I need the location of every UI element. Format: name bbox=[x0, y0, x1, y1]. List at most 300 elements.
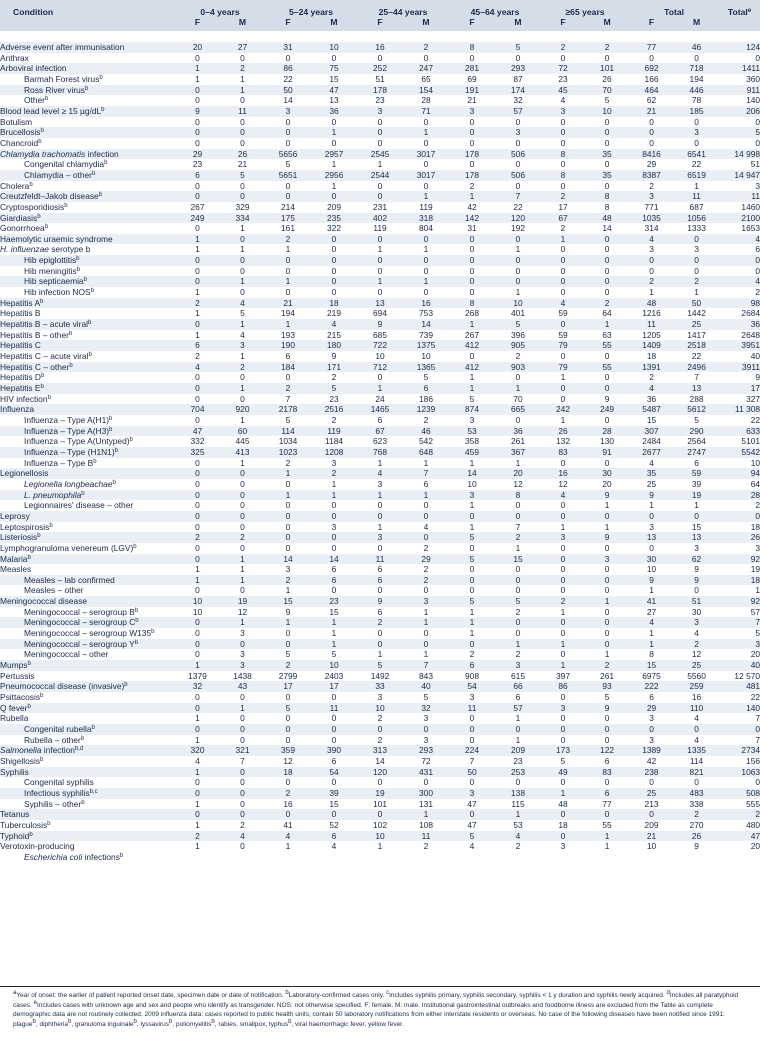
count-cell: 2544 bbox=[357, 170, 403, 181]
condition-label: Influenza – Type A(H1) bbox=[24, 414, 110, 425]
condition-label: Listeriosis bbox=[0, 532, 38, 543]
count-cell: 79 bbox=[541, 362, 585, 373]
count-cell: 0 bbox=[175, 468, 220, 479]
count-cell: 3 bbox=[357, 532, 403, 543]
count-cell: 86 bbox=[265, 63, 311, 74]
count-cell: 397 bbox=[541, 671, 585, 682]
count-cell: 29 bbox=[629, 159, 674, 170]
count-cell: 1 bbox=[674, 500, 719, 511]
footnote-marker: b bbox=[98, 192, 103, 199]
header-gap-cell bbox=[0, 31, 760, 42]
table-row bbox=[0, 681, 760, 692]
count-cell: 0 bbox=[585, 617, 629, 628]
count-cell: 1 bbox=[495, 383, 541, 394]
count-cell: 0 bbox=[357, 500, 403, 511]
count-cell: 3 bbox=[629, 522, 674, 533]
count-cell: 209 bbox=[311, 202, 357, 213]
count-cell: 0 bbox=[449, 266, 495, 277]
total-cell: 28 bbox=[719, 490, 760, 501]
count-cell: 3 bbox=[449, 490, 495, 501]
count-cell: 0 bbox=[220, 394, 265, 405]
count-cell: 57 bbox=[495, 703, 541, 714]
count-cell: 0 bbox=[265, 266, 311, 277]
empty-cell bbox=[674, 852, 719, 863]
count-cell: 1 bbox=[541, 788, 585, 799]
count-cell: 0 bbox=[311, 191, 357, 202]
footnote-marker: b bbox=[68, 330, 73, 337]
condition-label: Barmah Forest virus bbox=[24, 73, 100, 84]
count-cell: 0 bbox=[357, 777, 403, 788]
condition-name bbox=[0, 713, 175, 724]
condition-label: Hepatitis C – acute viral bbox=[0, 351, 89, 362]
table-row bbox=[0, 330, 760, 341]
count-cell: 0 bbox=[220, 372, 265, 383]
empty-cell bbox=[175, 852, 220, 863]
condition-name bbox=[0, 522, 175, 533]
count-cell: 0 bbox=[449, 287, 495, 298]
condition-label: Hepatitis C bbox=[0, 340, 41, 351]
count-cell: 1 bbox=[220, 575, 265, 586]
count-cell: 0 bbox=[449, 713, 495, 724]
condition-name bbox=[0, 809, 175, 820]
condition-name bbox=[0, 255, 175, 266]
count-cell: 2 bbox=[585, 42, 629, 53]
count-cell: 39 bbox=[674, 479, 719, 490]
count-cell: 0 bbox=[403, 724, 449, 735]
count-cell: 6 bbox=[175, 170, 220, 181]
count-cell: 0 bbox=[175, 617, 220, 628]
count-cell: 131 bbox=[403, 799, 449, 810]
count-cell: 1 bbox=[585, 649, 629, 660]
count-cell: 26 bbox=[541, 426, 585, 437]
count-cell: 1 bbox=[311, 159, 357, 170]
count-cell: 9 bbox=[585, 490, 629, 501]
count-cell: 0 bbox=[220, 479, 265, 490]
count-cell: 0 bbox=[175, 394, 220, 405]
table-row bbox=[0, 617, 760, 628]
count-cell: 18 bbox=[265, 767, 311, 778]
total-cell: 2 bbox=[719, 287, 760, 298]
count-cell: 0 bbox=[585, 117, 629, 128]
footnote-marker: b bbox=[87, 320, 92, 327]
count-cell: 313 bbox=[357, 745, 403, 756]
table-row bbox=[0, 649, 760, 660]
count-cell: 1335 bbox=[674, 745, 719, 756]
count-cell: 9 bbox=[585, 703, 629, 714]
condition-label: Hib infection NOS bbox=[24, 287, 91, 298]
count-cell: 0 bbox=[541, 266, 585, 277]
count-cell: 6 bbox=[265, 351, 311, 362]
count-cell: 0 bbox=[220, 511, 265, 522]
count-cell: 10 bbox=[311, 660, 357, 671]
count-cell: 77 bbox=[585, 799, 629, 810]
count-cell: 5 bbox=[265, 415, 311, 426]
total-cell: 1460 bbox=[719, 202, 760, 213]
table-row bbox=[0, 799, 760, 810]
count-cell: 5 bbox=[265, 703, 311, 714]
count-cell: 0 bbox=[311, 234, 357, 245]
condition-label: Leprosy bbox=[0, 510, 30, 521]
count-cell: 0 bbox=[495, 255, 541, 266]
count-cell: 10 bbox=[311, 42, 357, 53]
condition-name bbox=[0, 74, 175, 85]
total-cell: 2 bbox=[719, 809, 760, 820]
count-cell: 0 bbox=[495, 585, 541, 596]
count-cell: 75 bbox=[311, 63, 357, 74]
condition-name bbox=[0, 351, 175, 362]
total-cell: 57 bbox=[719, 607, 760, 618]
count-cell: 120 bbox=[357, 767, 403, 778]
count-cell: 2 bbox=[220, 820, 265, 831]
count-cell: 0 bbox=[175, 628, 220, 639]
count-cell: 0 bbox=[175, 95, 220, 106]
condition-label: Brucellosis bbox=[0, 127, 41, 138]
table-row bbox=[0, 404, 760, 415]
table-row bbox=[0, 340, 760, 351]
count-cell: 4 bbox=[265, 831, 311, 842]
count-cell: 5 bbox=[449, 831, 495, 842]
count-cell: 32 bbox=[403, 703, 449, 714]
footnote-marker: b bbox=[38, 138, 42, 145]
count-cell: 402 bbox=[357, 213, 403, 224]
count-cell: 1 bbox=[585, 596, 629, 607]
count-cell: 1 bbox=[541, 234, 585, 245]
count-cell: 0 bbox=[495, 724, 541, 735]
count-cell: 843 bbox=[403, 671, 449, 682]
table-row bbox=[0, 596, 760, 607]
count-cell: 6 bbox=[357, 564, 403, 575]
count-cell: 1 bbox=[449, 383, 495, 394]
count-cell: 2516 bbox=[311, 404, 357, 415]
count-cell: 739 bbox=[403, 330, 449, 341]
count-cell: 1 bbox=[357, 383, 403, 394]
count-cell: 0 bbox=[220, 53, 265, 64]
count-cell: 0 bbox=[175, 777, 220, 788]
total-cell: 124 bbox=[719, 42, 760, 53]
condition-label: Mumps bbox=[0, 660, 28, 671]
count-cell: 253 bbox=[495, 767, 541, 778]
count-cell: 5 bbox=[449, 532, 495, 543]
count-cell: 1239 bbox=[403, 404, 449, 415]
count-cell: 174 bbox=[495, 85, 541, 96]
empty-cell bbox=[719, 852, 760, 863]
count-cell: 0 bbox=[175, 53, 220, 64]
table-row bbox=[0, 351, 760, 362]
total-cell: 140 bbox=[719, 703, 760, 714]
condition-label: Chlamydia trachomatis bbox=[0, 148, 86, 159]
count-cell: 219 bbox=[311, 308, 357, 319]
count-cell: 1 bbox=[265, 319, 311, 330]
count-cell: 0 bbox=[495, 564, 541, 575]
count-cell: 9 bbox=[629, 575, 674, 586]
count-cell: 2 bbox=[357, 617, 403, 628]
count-cell: 222 bbox=[629, 681, 674, 692]
count-cell: 4 bbox=[357, 468, 403, 479]
count-cell: 20 bbox=[585, 479, 629, 490]
count-cell: 55 bbox=[585, 340, 629, 351]
count-cell: 0 bbox=[311, 511, 357, 522]
count-cell: 1034 bbox=[265, 436, 311, 447]
footnote-marker: b bbox=[29, 181, 33, 188]
table-row bbox=[0, 106, 760, 117]
footnote-e-tail: , granuloma inguinale bbox=[71, 1020, 134, 1028]
count-cell: 506 bbox=[495, 170, 541, 181]
table-row bbox=[0, 415, 760, 426]
condition-name bbox=[0, 671, 175, 682]
count-cell: 0 bbox=[403, 532, 449, 543]
count-cell: 0 bbox=[495, 159, 541, 170]
footnote-d-marker: d bbox=[666, 990, 670, 996]
count-cell: 3 bbox=[265, 564, 311, 575]
count-cell: 15 bbox=[629, 660, 674, 671]
count-cell: 0 bbox=[449, 351, 495, 362]
count-cell: 29 bbox=[175, 149, 220, 160]
count-cell: 6541 bbox=[674, 149, 719, 160]
count-cell: 14 bbox=[357, 756, 403, 767]
footnote-b: Laboratory-confirmed cases only. bbox=[288, 992, 385, 999]
condition-label: Botulism bbox=[0, 116, 33, 127]
count-cell: 3 bbox=[220, 649, 265, 660]
table-row bbox=[0, 532, 760, 543]
condition-name bbox=[0, 799, 175, 810]
table-row bbox=[0, 53, 760, 64]
count-cell: 1208 bbox=[311, 447, 357, 458]
count-cell: 3 bbox=[541, 532, 585, 543]
count-cell: 93 bbox=[585, 681, 629, 692]
count-cell: 4 bbox=[403, 522, 449, 533]
count-cell: 665 bbox=[495, 404, 541, 415]
table-row bbox=[0, 820, 760, 831]
count-cell: 6 bbox=[403, 383, 449, 394]
count-cell: 1 bbox=[449, 617, 495, 628]
count-cell: 1 bbox=[220, 383, 265, 394]
table-row bbox=[0, 223, 760, 234]
total-cell: 6 bbox=[719, 244, 760, 255]
count-cell: 6 bbox=[403, 479, 449, 490]
count-cell: 3 bbox=[311, 458, 357, 469]
count-cell: 70 bbox=[495, 394, 541, 405]
table-row bbox=[0, 117, 760, 128]
count-cell: 23 bbox=[311, 394, 357, 405]
count-cell: 0 bbox=[265, 181, 311, 192]
count-cell: 7 bbox=[403, 468, 449, 479]
count-cell: 17 bbox=[541, 202, 585, 213]
table-row bbox=[0, 244, 760, 255]
count-cell: 4 bbox=[449, 841, 495, 852]
count-cell: 1 bbox=[175, 564, 220, 575]
condition-name bbox=[0, 468, 175, 479]
count-cell: 175 bbox=[265, 213, 311, 224]
count-cell: 307 bbox=[629, 426, 674, 437]
count-cell: 704 bbox=[175, 404, 220, 415]
count-cell: 0 bbox=[175, 266, 220, 277]
count-cell: 0 bbox=[541, 511, 585, 522]
count-cell: 36 bbox=[629, 394, 674, 405]
count-cell: 0 bbox=[541, 831, 585, 842]
count-cell: 46 bbox=[674, 42, 719, 53]
condition-label: Hepatitis A bbox=[0, 297, 41, 308]
count-cell: 22 bbox=[674, 351, 719, 362]
condition-name bbox=[0, 415, 175, 426]
count-cell: 0 bbox=[311, 138, 357, 149]
count-cell: 0 bbox=[585, 372, 629, 383]
count-cell: 62 bbox=[629, 95, 674, 106]
count-cell: 242 bbox=[541, 404, 585, 415]
count-cell: 1035 bbox=[629, 213, 674, 224]
count-cell: 69 bbox=[449, 74, 495, 85]
footnote-marker: b bbox=[151, 629, 155, 636]
count-cell: 31 bbox=[265, 42, 311, 53]
count-cell: 1 bbox=[357, 649, 403, 660]
total-cell: 0 bbox=[719, 255, 760, 266]
footnote-marker: b bbox=[64, 202, 68, 209]
count-cell: 0 bbox=[357, 287, 403, 298]
condition-name bbox=[0, 703, 175, 714]
column-header-age-0-4: 0–4 years bbox=[175, 0, 265, 17]
count-cell: 22 bbox=[265, 74, 311, 85]
count-cell: 120 bbox=[495, 213, 541, 224]
count-cell: 464 bbox=[629, 85, 674, 96]
count-cell: 166 bbox=[629, 74, 674, 85]
count-cell: 3 bbox=[629, 713, 674, 724]
count-cell: 16 bbox=[265, 799, 311, 810]
condition-label: Influenza bbox=[0, 404, 34, 415]
count-cell: 920 bbox=[220, 404, 265, 415]
total-cell: 26 bbox=[719, 532, 760, 543]
count-cell: 1 bbox=[495, 713, 541, 724]
footnote-marker: b bbox=[40, 693, 44, 700]
count-cell: 5 bbox=[265, 159, 311, 170]
condition-name bbox=[0, 649, 175, 660]
condition-label: Congenital chlamydia bbox=[24, 159, 105, 170]
count-cell: 1 bbox=[495, 543, 541, 554]
condition-name bbox=[0, 213, 175, 224]
count-cell: 6 bbox=[311, 831, 357, 842]
total-cell: 2100 bbox=[719, 213, 760, 224]
count-cell: 9 bbox=[175, 106, 220, 117]
count-cell: 0 bbox=[541, 255, 585, 266]
count-cell: 10 bbox=[585, 106, 629, 117]
count-cell: 0 bbox=[449, 244, 495, 255]
condition-label: Rubella bbox=[0, 713, 29, 724]
count-cell: 0 bbox=[541, 319, 585, 330]
count-cell: 1 bbox=[403, 490, 449, 501]
count-cell: 14 bbox=[265, 95, 311, 106]
footnote-marker: b,d bbox=[74, 746, 84, 753]
condition-label: Meningococcal – other bbox=[24, 649, 109, 660]
footnote-marker: b bbox=[112, 479, 116, 486]
count-cell: 0 bbox=[265, 639, 311, 650]
count-cell: 0 bbox=[265, 372, 311, 383]
count-cell: 0 bbox=[220, 468, 265, 479]
footnote-marker: b bbox=[27, 554, 31, 561]
count-cell: 2403 bbox=[311, 671, 357, 682]
footnote-b-marker: b bbox=[211, 1018, 215, 1025]
count-cell: 0 bbox=[585, 777, 629, 788]
count-cell: 0 bbox=[585, 159, 629, 170]
count-cell: 281 bbox=[449, 63, 495, 74]
count-cell: 903 bbox=[495, 362, 541, 373]
table-row bbox=[0, 436, 760, 447]
footnote-marker: b bbox=[81, 490, 85, 497]
count-cell: 0 bbox=[541, 724, 585, 735]
sex-header-m: M bbox=[674, 17, 719, 31]
count-cell: 2 bbox=[629, 372, 674, 383]
count-cell: 78 bbox=[674, 95, 719, 106]
count-cell: 1 bbox=[357, 159, 403, 170]
count-cell: 10 bbox=[175, 596, 220, 607]
count-cell: 0 bbox=[175, 181, 220, 192]
count-cell: 0 bbox=[265, 735, 311, 746]
count-cell: 1 bbox=[495, 458, 541, 469]
column-header-age-65-plus: ≥65 years bbox=[541, 0, 629, 17]
count-cell: 8 bbox=[449, 42, 495, 53]
count-cell: 2956 bbox=[311, 170, 357, 181]
condition-name bbox=[0, 95, 175, 106]
count-cell: 0 bbox=[449, 564, 495, 575]
condition-name bbox=[0, 372, 175, 383]
count-cell: 52 bbox=[311, 820, 357, 831]
count-cell: 6 bbox=[495, 692, 541, 703]
count-cell: 0 bbox=[495, 276, 541, 287]
count-cell: 14 bbox=[311, 554, 357, 565]
count-cell: 39 bbox=[311, 788, 357, 799]
count-cell: 5 bbox=[311, 383, 357, 394]
total-cell: 40 bbox=[719, 660, 760, 671]
total-cell: 2648 bbox=[719, 330, 760, 341]
count-cell: 1 bbox=[403, 244, 449, 255]
table-row bbox=[0, 149, 760, 160]
count-cell: 2 bbox=[403, 841, 449, 852]
condition-label: Hepatitis E bbox=[0, 383, 41, 393]
table-row bbox=[0, 127, 760, 138]
table-row bbox=[0, 213, 760, 224]
count-cell: 0 bbox=[220, 841, 265, 852]
count-cell: 1 bbox=[403, 809, 449, 820]
count-cell: 3 bbox=[674, 127, 719, 138]
count-cell: 3 bbox=[674, 617, 719, 628]
count-cell: 1389 bbox=[629, 745, 674, 756]
condition-label: Congenital syphilis bbox=[24, 777, 94, 788]
table-row bbox=[0, 511, 760, 522]
footnote-e: Includes cases with unknown age and sex and people who identify as transgender. NOS: not otherwise specified. F: female. M: male. Institutional gastrointestinal outbreaks and foodborne illness are excluded from the Table as complete demographic data are not routinely collected. 2009 influenza data: cases reported to public health units; contain 50 laboratory notifications from either interstate residents or overseas. No case of the following diseases have been notified since 1991: plague bbox=[13, 1001, 725, 1028]
count-cell: 43 bbox=[220, 681, 265, 692]
footnote-e-tail: , viral haemorrhagic fever, yellow fever. bbox=[291, 1020, 404, 1028]
count-cell: 6 bbox=[311, 564, 357, 575]
count-cell: 1 bbox=[629, 500, 674, 511]
count-cell: 2 bbox=[495, 841, 541, 852]
condition-label: Hib septicaemia bbox=[24, 276, 84, 287]
count-cell: 87 bbox=[495, 74, 541, 85]
count-cell: 1 bbox=[175, 799, 220, 810]
count-cell: 35 bbox=[585, 170, 629, 181]
count-cell: 0 bbox=[175, 415, 220, 426]
count-cell: 0 bbox=[265, 532, 311, 543]
count-cell: 3 bbox=[265, 106, 311, 117]
footnote-marker: b bbox=[109, 426, 113, 433]
condition-name bbox=[0, 319, 175, 330]
total-cell: 4 bbox=[719, 276, 760, 287]
count-cell: 0 bbox=[175, 372, 220, 383]
count-cell: 2178 bbox=[265, 404, 311, 415]
footnote-marker: b bbox=[101, 106, 105, 113]
count-cell: 3 bbox=[357, 106, 403, 117]
count-cell: 20 bbox=[495, 468, 541, 479]
footnote-marker: b bbox=[47, 820, 51, 827]
condition-name bbox=[0, 479, 175, 490]
count-cell: 67 bbox=[541, 213, 585, 224]
header-total-spacer bbox=[719, 17, 760, 31]
